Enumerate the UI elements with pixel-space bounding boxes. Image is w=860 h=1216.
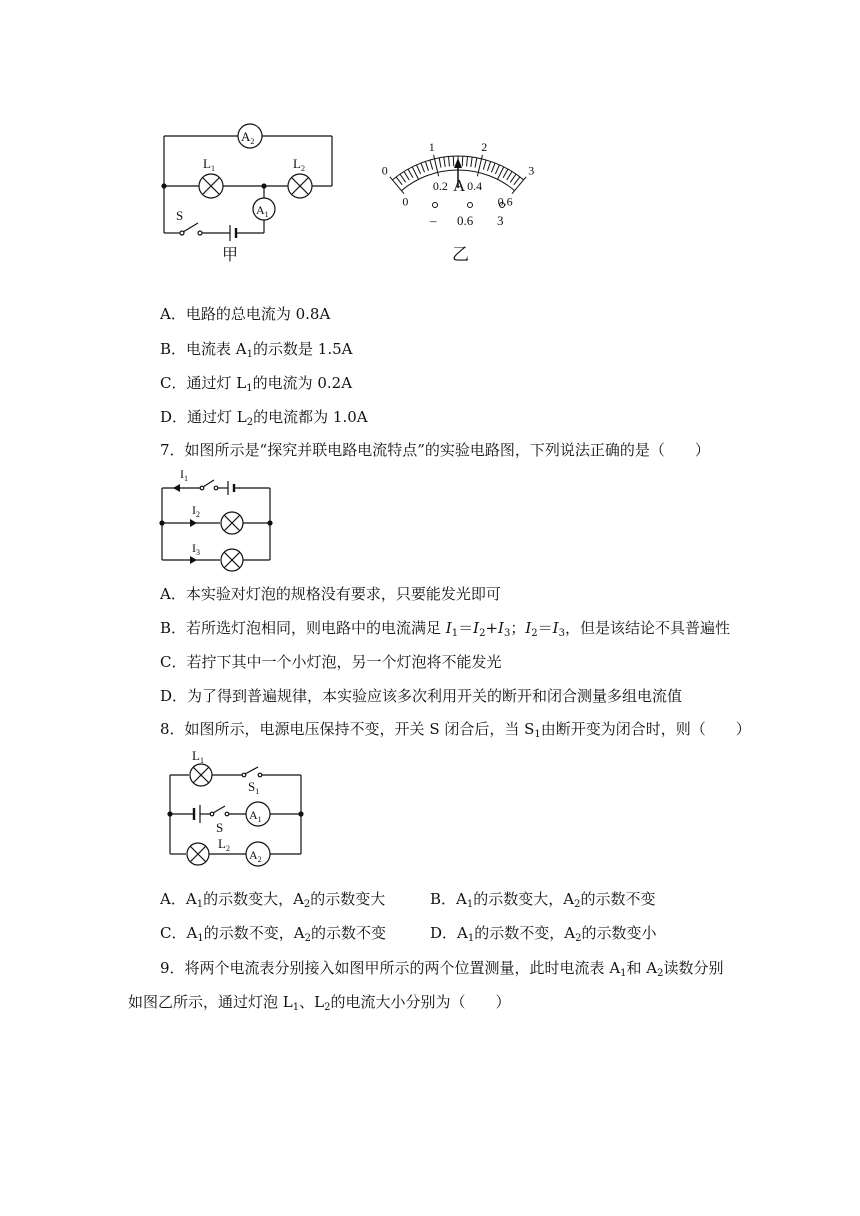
q8-option-a: A．$A_1$的示数变大，$A_2$的示数变大 [160, 890, 386, 910]
q8-stem: 8．如图所示，电源电压保持不变，开关 S 闭合后，当 $S_1$由断开变为闭合时，则（ ） [160, 720, 751, 740]
dial-tick [425, 161, 428, 170]
dial-tick [512, 177, 526, 194]
dial-bottom-tick-label: 0.6 [497, 194, 513, 209]
dial-tick [510, 174, 516, 182]
dial-tick [487, 161, 490, 170]
figure-caption-jia: 甲 [222, 247, 239, 264]
terminal-negative: – [430, 213, 437, 228]
dial-top-tick-label: 2 [481, 140, 488, 155]
dial-tick [390, 177, 404, 194]
dial-tick [421, 163, 425, 172]
dial-tick [467, 156, 468, 166]
dial-tick [503, 169, 508, 178]
q7-option-a: A．本实验对灯泡的规格没有要求，只要能发光即可 [160, 585, 501, 603]
ammeter-dial-yi [340, 98, 580, 268]
q7-option-d: D．为了得到普遍规律，本实验应该多次利用开关的断开和闭合测量多组电流值 [160, 687, 683, 705]
dial-bottom-tick-label: 0 [402, 194, 409, 209]
current-i3-label: $I_3$ [192, 541, 200, 557]
dial-tick [483, 160, 486, 170]
dial-top-tick-label: 0 [381, 163, 388, 178]
dial-tick [471, 157, 472, 167]
ammeter-a2-label: $A_2$ [249, 848, 262, 864]
q9-stem-line-2: 如图乙所示，通过灯泡 $L_1$、$L_2$的电流大小分别为（ ） [128, 993, 511, 1013]
dial-tick [444, 157, 445, 167]
q6-option-d: D．通过灯 $L_2$的电流都为 1.0A [160, 408, 368, 428]
ammeter-a2-label: $A_2$ [241, 129, 255, 146]
lamp-l1-label: $L_1$ [203, 156, 215, 173]
dial-tick [439, 158, 441, 168]
switch-s1-label: $S_1$ [248, 779, 260, 796]
lamp-l2-label: $L_2$ [218, 836, 230, 853]
current-i2-label: $I_2$ [192, 503, 200, 519]
q9-stem-line-1: 9．将两个电流表分别接入如图甲所示的两个位置测量，此时电流表 $A_1$和 $A_2$读数分别 [160, 959, 724, 979]
dial-tick [404, 171, 409, 179]
q6-option-c: C．通过灯 $L_1$的电流为 0.2A [160, 374, 353, 394]
circuit-diagram-q7 [150, 464, 280, 572]
q7-stem: 7．如图所示是“探究并联电路电流特点”的实验电路图，下列说法正确的是（ ） [160, 441, 710, 459]
switch-s-label: S [176, 208, 184, 223]
dial-top-tick-label: 1 [428, 140, 435, 155]
dial-tick [396, 177, 402, 185]
q7-option-c: C．若拧下其中一个小灯泡，另一个灯泡将不能发光 [160, 653, 502, 671]
dial-top-tick-label: 3 [528, 163, 535, 178]
dial-tick [449, 156, 450, 166]
q8-options-row-1 [160, 889, 760, 909]
dial-tick [430, 160, 433, 170]
dial-bottom-tick-label: 0.4 [467, 178, 483, 193]
dial-tick [475, 158, 477, 168]
lamp-l2-label: $L_2$ [293, 156, 305, 173]
terminal-0-6: 0.6 [457, 213, 474, 228]
dial-unit-label: A [453, 176, 466, 195]
q8-option-d: D．$A_1$的示数不变，$A_2$的示数变小 [430, 924, 657, 944]
dial-tick [507, 171, 512, 179]
q7-option-b: B．若所选灯泡相同，则电路中的电流满足 $I_1=I_2+I_3$；$I_2=I_3$，但是该结论不具普遍性 [160, 619, 730, 639]
dial-tick [495, 165, 499, 174]
q8-option-c: C．$A_1$的示数不变，$A_2$的示数不变 [160, 924, 386, 944]
ammeter-a1-label: $A_1$ [249, 808, 262, 824]
dial-tick [491, 163, 495, 172]
dial-bottom-tick-label: 0.2 [432, 178, 448, 193]
q8-options-row-2 [160, 923, 760, 943]
q8-option-b: B．$A_1$的示数变大，$A_2$的示数不变 [430, 890, 656, 910]
current-i1-label: $I_1$ [180, 467, 188, 483]
circuit-diagram-q8 [158, 742, 318, 870]
terminal-3: 3 [497, 213, 504, 228]
q6-option-a: A．电路的总电流为 0.8A [160, 305, 331, 323]
lamp-l1-label: $L_1$ [192, 748, 204, 765]
dial-needle-head [454, 158, 462, 168]
dial-tick [417, 165, 421, 174]
dial-tick [400, 174, 406, 182]
switch-s-label: S [216, 820, 224, 835]
dial-tick [514, 177, 520, 185]
dial-tick [408, 169, 413, 178]
q6-option-b: B．电流表 $A_1$的示数是 1.5A [160, 340, 353, 360]
ammeter-a1-label: $A_1$ [256, 203, 269, 219]
circuit-diagram-jia [150, 108, 350, 268]
figure-caption-yi: 乙 [452, 245, 469, 264]
